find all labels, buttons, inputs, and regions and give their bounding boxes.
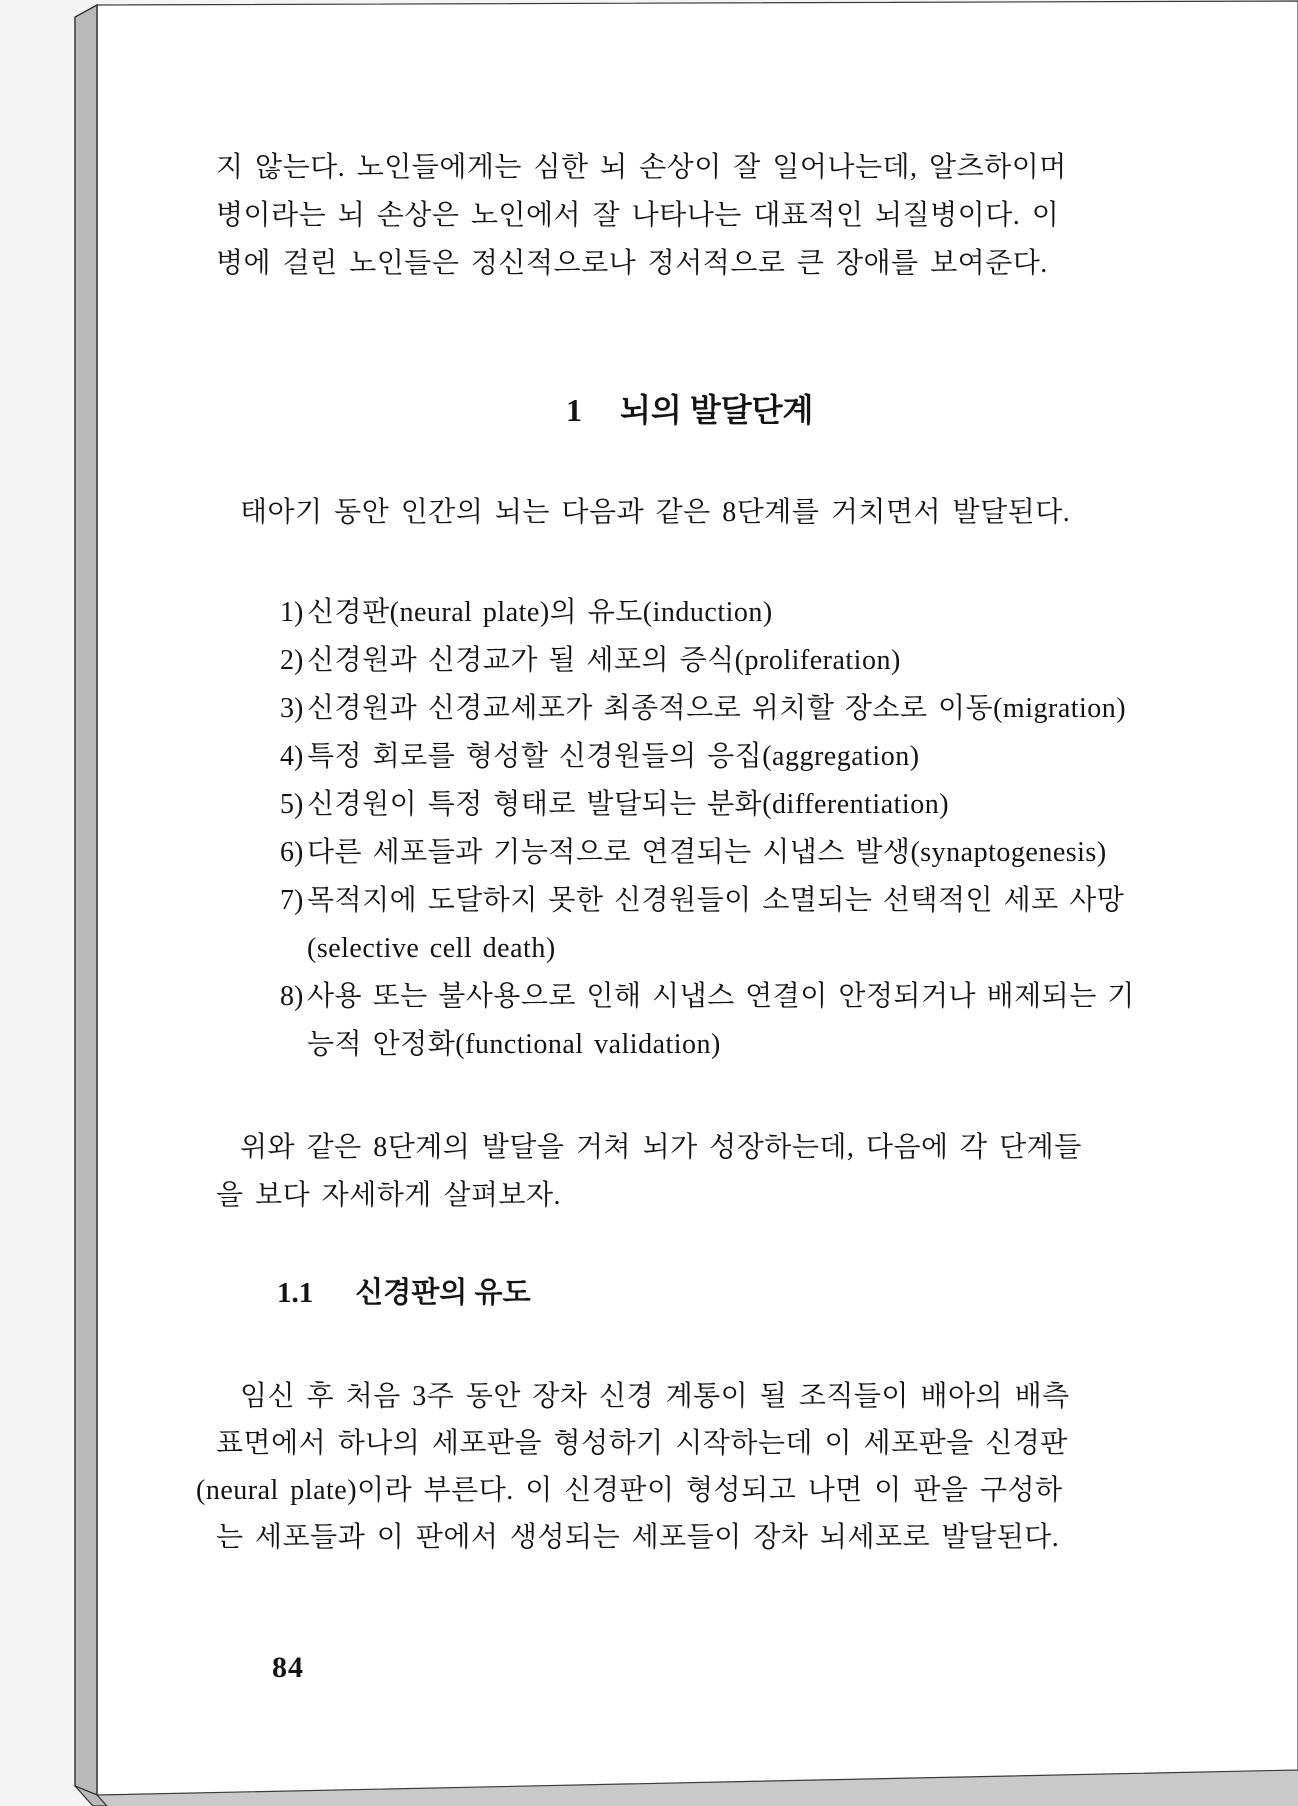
text-line: 신경판(neural plate)의 유도(induction) [307, 597, 773, 628]
page-number: 84 [272, 1651, 304, 1684]
text-line: 위와 같은 8단계의 발달을 거쳐 뇌가 성장하는데, 다음에 각 단계들 [240, 1132, 1082, 1163]
subsection-heading [277, 1267, 531, 1319]
subsection-number: 1.1 [277, 1277, 314, 1309]
text-line: 다른 세포들과 기능적으로 연결되는 시냅스 발생(synaptogenesis) [307, 837, 1107, 868]
section-number: 1 [566, 392, 582, 428]
text-line: (neural plate)이라 부른다. 이 신경판이 형성되고 나면 이 판을 구성하 [196, 1475, 1063, 1506]
list-item-number: 1) [280, 597, 304, 628]
text-line: 능적 안정화(functional validation) [307, 1029, 721, 1060]
list-item-number: 8) [280, 981, 304, 1012]
intro-paragraph [216, 144, 1067, 288]
section-title: 뇌의 발달단계 [620, 392, 814, 428]
text-line: 태아기 동안 인간의 뇌는 다음과 같은 8단계를 거치면서 발달된다. [240, 497, 1071, 528]
text-line: 병에 걸린 노인들은 정신적으로나 정서적으로 큰 장애를 보여준다. [216, 248, 1048, 279]
section-paragraph [196, 1373, 1070, 1561]
text-line: 병이라는 뇌 손상은 노인에서 잘 나타나는 대표적인 뇌질병이다. 이 [216, 200, 1060, 231]
text-line: 는 세포들과 이 판에서 생성되는 세포들이 장차 뇌세포로 발달된다. [216, 1522, 1060, 1553]
text-line: 목적지에 도달하지 못한 신경원들이 소멸되는 선택적인 세포 사망 [307, 885, 1125, 916]
list-item [280, 685, 1135, 733]
text-line: 신경원이 특정 형태로 발달되는 분화(differentiation) [307, 789, 950, 820]
list-item-number: 6) [280, 837, 304, 868]
list-item [280, 877, 1135, 973]
list-item [280, 829, 1135, 877]
subsection-title: 신경판의 유도 [355, 1277, 531, 1309]
text-line: (selective cell death) [307, 933, 556, 964]
text-line: 신경원과 신경교세포가 최종적으로 위치할 장소로 이동(migration) [307, 693, 1127, 724]
lead-paragraph [216, 489, 1070, 537]
list-item-number: 5) [280, 789, 304, 820]
text-line: 신경원과 신경교가 될 세포의 증식(proliferation) [307, 645, 901, 676]
list-item [280, 637, 1135, 685]
list-item [280, 973, 1135, 1069]
stage-list [280, 589, 1135, 1069]
list-item [280, 733, 1135, 781]
section-heading [566, 384, 813, 436]
list-item-number: 2) [280, 645, 304, 676]
text-line: 지 않는다. 노인들에게는 심한 뇌 손상이 잘 일어나는데, 알츠하이머 [216, 152, 1067, 183]
text-line: 표면에서 하나의 세포판을 형성하기 시작하는데 이 세포판을 신경판 [216, 1428, 1068, 1459]
list-item-number: 4) [280, 741, 304, 772]
text-line: 사용 또는 불사용으로 인해 시냅스 연결이 안정되거나 배제되는 기 [307, 981, 1135, 1012]
list-item [280, 781, 1135, 829]
list-item [280, 589, 1135, 637]
text-line: 임신 후 처음 3주 동안 장차 신경 계통이 될 조직들이 배아의 배측 [240, 1381, 1070, 1412]
list-item-number: 7) [280, 885, 304, 916]
list-item-number: 3) [280, 693, 304, 724]
closing-paragraph [216, 1124, 1082, 1220]
text-line: 특정 회로를 형성할 신경원들의 응집(aggregation) [307, 741, 920, 772]
text-line: 을 보다 자세하게 살펴보자. [216, 1180, 562, 1211]
